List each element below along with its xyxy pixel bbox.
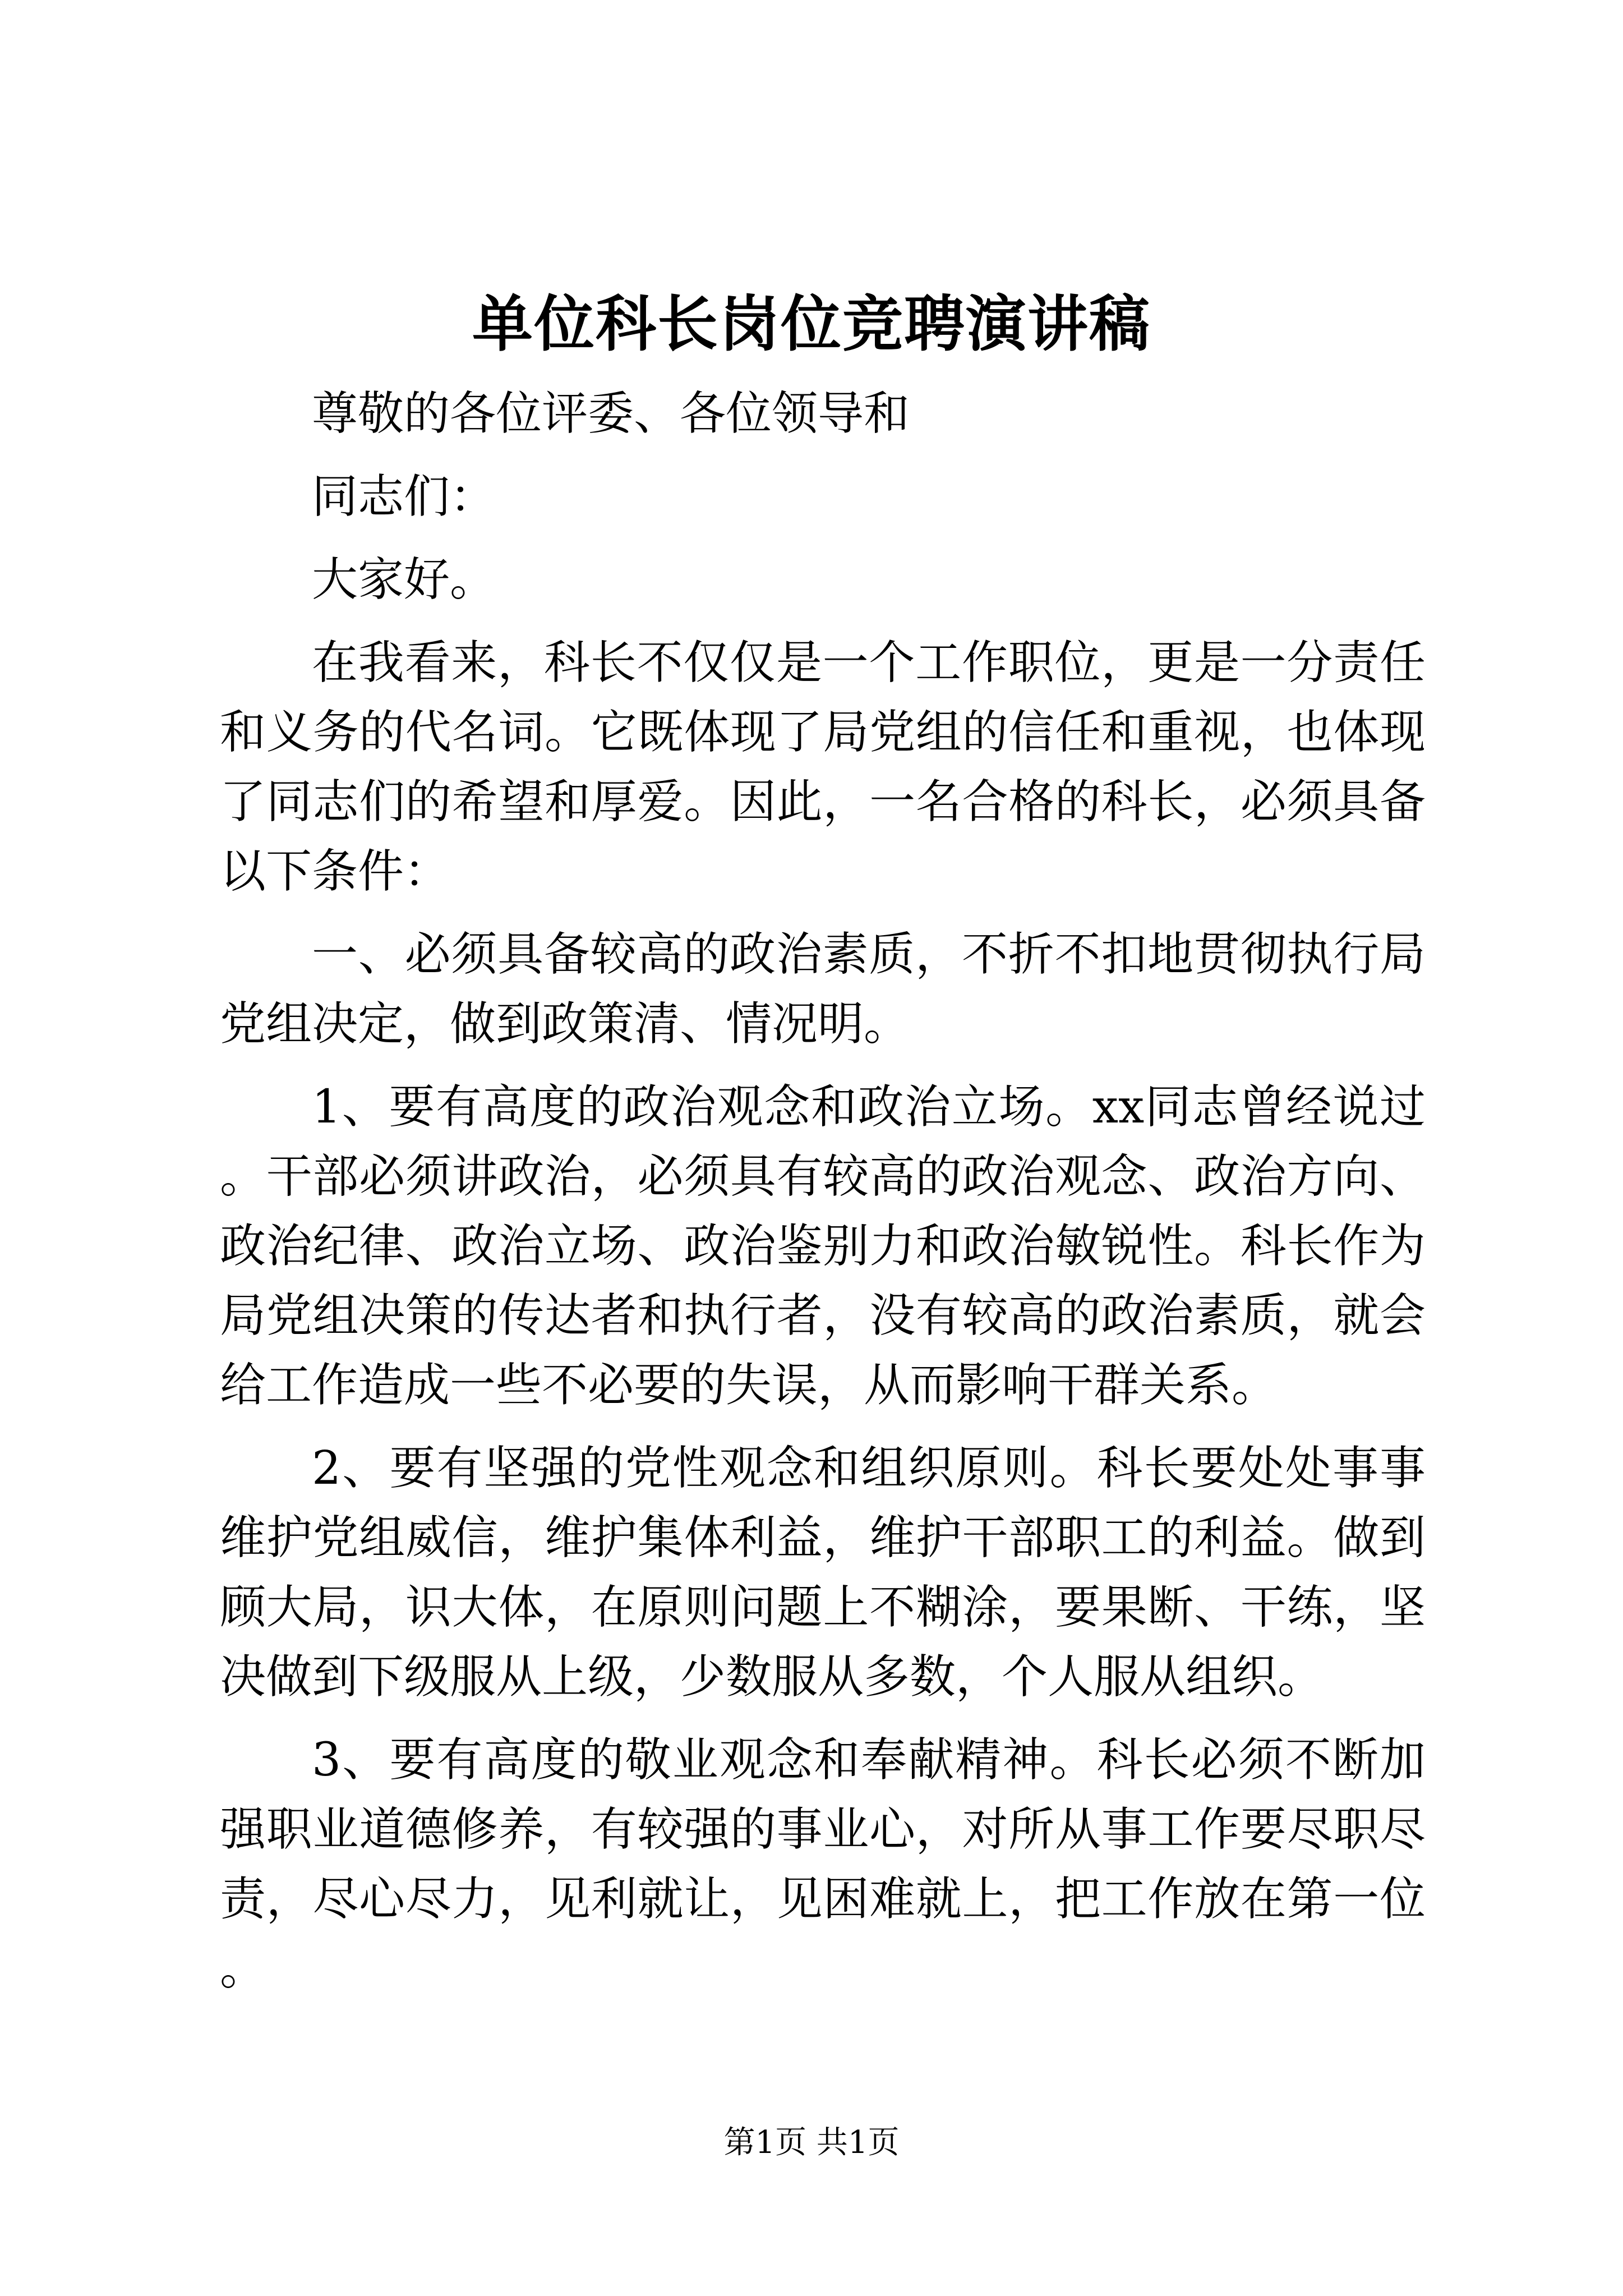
paragraph-comrades: 同志们：: [312, 470, 496, 523]
paragraph-point-1: 1、要有高度的政治观念和政治立场。xx同志曾经说过。干部必须讲政治，必须具有较高的政治观念、政治方向、政治纪律、政治立场、政治鉴别力和政治敏锐性。科长作为局党组决策的传达者和执行者，没有较高的政治素质，就会给工作造成一些不必要的失误，从而影响干群关系。: [220, 1080, 1426, 1412]
document-title: 单位科长岗位竞聘演讲稿: [472, 289, 1151, 360]
paragraph-greeting: 大家好。: [312, 553, 496, 606]
document-body: [220, 379, 1426, 2017]
page-footer: 第1页 共1页: [723, 2124, 900, 2161]
paragraph-salutation: 尊敬的各位评委、各位领导和: [312, 387, 910, 440]
paragraph-intro: 在我看来，科长不仅仅是一个工作职位，更是一分责任和义务的代名词。它既体现了局党组的信任和重视，也体现了同志们的希望和厚爱。因此，一名合格的科长，必须具备以下条件：: [220, 636, 1426, 898]
paragraph-point-3: 3、要有高度的敬业观念和奉献精神。科长必须不断加强职业道德修养，有较强的事业心，对所从事工作要尽职尽责，尽心尽力，见利就让，见困难就上，把工作放在第一位。: [220, 1733, 1426, 1995]
paragraph-point-2: 2、要有坚强的党性观念和组织原则。科长要处处事事维护党组威信，维护集体利益，维护干部职工的利益。做到顾大局，识大体，在原则问题上不糊涂，要果断、干练，坚决做到下级服从上级，少数服从多数，个人服从组织。: [220, 1442, 1426, 1704]
paragraph-section-1: 一、必须具备较高的政治素质，不折不扣地贯彻执行局党组决定，做到政策清、情况明。: [220, 928, 1426, 1051]
